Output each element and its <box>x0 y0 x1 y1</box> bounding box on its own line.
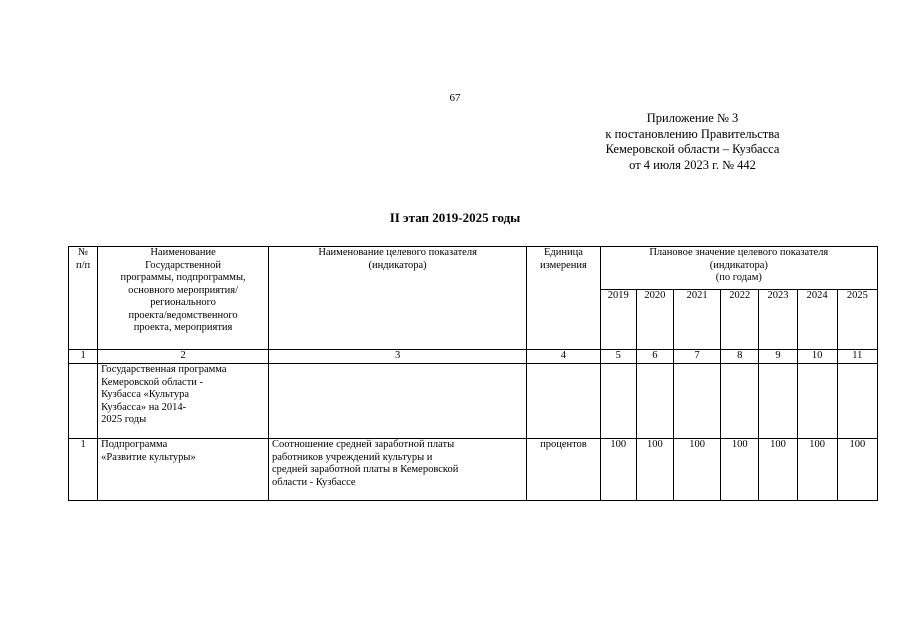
row-program-name: Государственная программа Кемеровской области - Кузбасса «Культура Кузбасса» на 2014- 2025 годы <box>98 364 269 439</box>
row-value: 100 <box>636 439 673 501</box>
table-row <box>69 364 878 439</box>
column-number: 3 <box>268 350 526 364</box>
header-year: 2024 <box>797 290 837 350</box>
row-value <box>673 364 720 439</box>
row-unit <box>527 364 600 439</box>
column-numbers-row <box>69 350 878 364</box>
row-value: 100 <box>759 439 797 501</box>
header-unit: Единица измерения <box>527 247 600 350</box>
row-indicator-name: Соотношение средней заработной платы работников учреждений культуры и средней заработной платы в Кемеровской области - Кузбассе <box>268 439 526 501</box>
column-number: 11 <box>837 350 877 364</box>
header-indicator-name: Наименование целевого показателя (индикатора) <box>268 247 526 350</box>
column-number: 8 <box>721 350 759 364</box>
row-indicator-name <box>268 364 526 439</box>
column-number: 7 <box>673 350 720 364</box>
column-number: 2 <box>98 350 269 364</box>
row-program-name: Подпрограмма «Развитие культуры» <box>98 439 269 501</box>
appendix-line: от 4 июля 2023 г. № 442 <box>629 157 756 172</box>
row-value: 100 <box>837 439 877 501</box>
appendix-header <box>560 111 825 173</box>
row-value: 100 <box>600 439 636 501</box>
row-value: 100 <box>721 439 759 501</box>
table-row <box>69 439 878 501</box>
column-number: 9 <box>759 350 797 364</box>
indicators-table <box>68 246 878 501</box>
row-value: 100 <box>673 439 720 501</box>
column-number: 10 <box>797 350 837 364</box>
row-value <box>721 364 759 439</box>
row-value <box>837 364 877 439</box>
header-year: 2025 <box>837 290 877 350</box>
header-year: 2022 <box>721 290 759 350</box>
header-year: 2020 <box>636 290 673 350</box>
column-number: 4 <box>527 350 600 364</box>
row-num <box>69 364 98 439</box>
appendix-line: Кемеровской области – Кузбасса <box>605 142 780 156</box>
table-header-row <box>69 247 878 290</box>
row-value <box>636 364 673 439</box>
page-number: 67 <box>449 92 461 104</box>
row-num: 1 <box>69 439 98 501</box>
row-unit: процентов <box>527 439 600 501</box>
column-number: 1 <box>69 350 98 364</box>
header-program-name: Наименование Государственной программы, подпрограммы, основного мероприятия/ регионального проекта/ведомственного проекта, мероприятия <box>98 247 269 350</box>
header-year: 2023 <box>759 290 797 350</box>
appendix-line: к постановлению Правительства <box>605 126 780 141</box>
row-value <box>600 364 636 439</box>
column-number: 6 <box>636 350 673 364</box>
row-value: 100 <box>797 439 837 501</box>
header-year: 2019 <box>600 290 636 350</box>
column-number: 5 <box>600 350 636 364</box>
stage-title: II этап 2019-2025 годы <box>389 210 521 225</box>
row-value <box>759 364 797 439</box>
header-planned-values: Плановое значение целевого показателя (индикатора) (по годам) <box>600 247 877 290</box>
header-year: 2021 <box>673 290 720 350</box>
header-num: № п/п <box>69 247 98 350</box>
appendix-line: Приложение № 3 <box>646 111 739 125</box>
row-value <box>797 364 837 439</box>
